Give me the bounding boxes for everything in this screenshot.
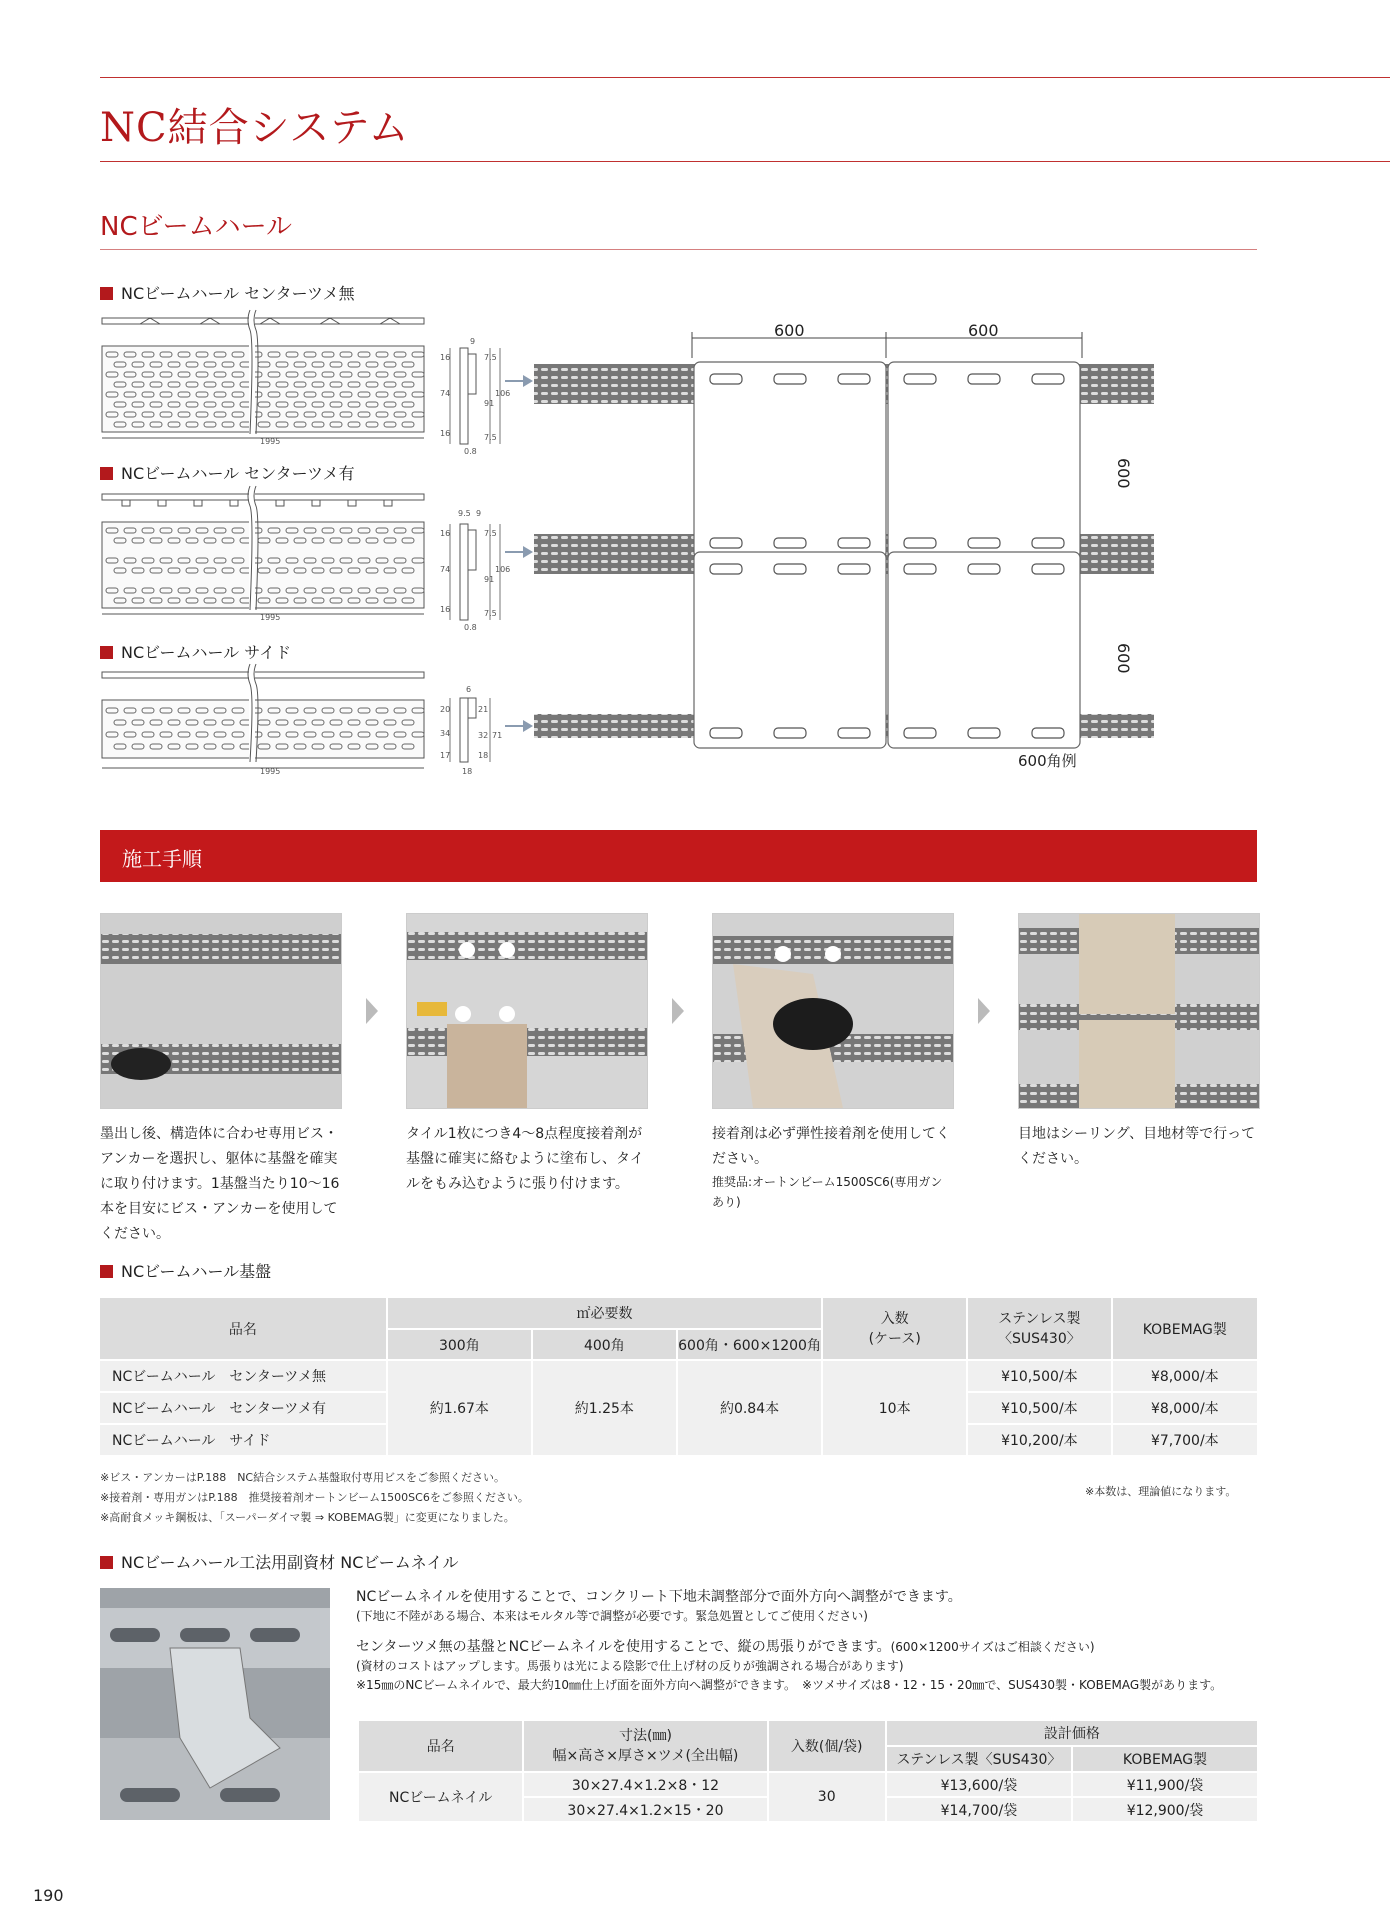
header-top-rule [100, 77, 1390, 78]
table-row: NCビームネイル 30×27.4×1.2×8・12 30 ¥13,600/袋 ¥11,900/袋 [358, 1772, 1258, 1797]
svg-text:600: 600 [1114, 458, 1133, 489]
bullet-square-icon [100, 1556, 113, 1569]
table-row: NCビームハール サイド ¥10,200/本 ¥7,700/本 [99, 1424, 1258, 1456]
nail-price-table: 品名 寸法(㎜) 幅×高さ×厚さ×ツメ(全出幅) 入数(個/袋) 設計価格 ステンレス製〈SUS430〉 KOBEMAG製 NCビームネイル 30×27.4×1.2×8・12 30 ¥13,600/袋 ¥11,900/袋 30×27.4×1.2×15・20 ¥14,700/袋 ¥12,900/袋 [357, 1719, 1259, 1823]
table-row: NCビームハール センターツメ有 ¥10,500/本 ¥8,000/本 [99, 1392, 1258, 1424]
svg-text:17: 17 [440, 751, 451, 760]
svg-text:600: 600 [774, 321, 805, 340]
diagram-label-c: NCビームハール サイド [100, 640, 291, 663]
svg-text:91: 91 [484, 399, 495, 408]
beam-diagram-c [100, 664, 520, 776]
beam-diagram-a [100, 310, 520, 456]
tile-layout-diagram [530, 318, 1170, 768]
svg-text:91: 91 [484, 575, 495, 584]
svg-text:20: 20 [440, 705, 451, 714]
svg-text:32: 32 [478, 731, 489, 740]
svg-text:7.5: 7.5 [484, 529, 497, 538]
step-photo-3 [712, 913, 954, 1109]
svg-text:6: 6 [466, 685, 472, 694]
header-bottom-rule [100, 161, 1390, 162]
length-label: 1995 [260, 437, 281, 446]
table-row: NCビームハール センターツメ無 約1.67本 約1.25本 約0.84本 10本 ¥10,500/本 ¥8,000/本 [99, 1360, 1258, 1392]
svg-text:34: 34 [440, 729, 451, 738]
procedure-heading: 施工手順 [122, 847, 202, 871]
svg-text:7.5: 7.5 [484, 353, 497, 362]
page-number: 190 [33, 1886, 64, 1905]
svg-text:21: 21 [478, 705, 489, 714]
arrow-right-icon [505, 719, 533, 733]
step-photo-4 [1018, 913, 1260, 1109]
svg-text:0.8: 0.8 [464, 447, 477, 456]
svg-text:16: 16 [440, 353, 451, 362]
svg-text:74: 74 [440, 389, 451, 398]
arrow-right-icon [505, 374, 533, 388]
bullet-square-icon [100, 646, 113, 659]
svg-text:0.8: 0.8 [464, 623, 477, 632]
svg-text:1995: 1995 [260, 613, 281, 622]
beam-diagram-b [100, 486, 520, 632]
svg-text:71: 71 [492, 731, 503, 740]
diagram-label-b: NCビームハール センターツメ有 [100, 461, 355, 484]
svg-text:74: 74 [440, 565, 451, 574]
chevron-right-icon [366, 998, 378, 1024]
step-photo-2 [406, 913, 648, 1109]
nail-description: NCビームネイルを使用することで、コンクリート下地未調整部分で面外方向へ調整ができます。 (下地に不陸がある場合、本来はモルタル等で調整が必要です。緊急処置としてご使用ください) センターツメ無の基盤とNCビームネイルを使用することで、縦の馬張りができます。(600×1200サイズはご相談ください) (資材のコストはアップします。馬張りは光による陰影で仕上げ材の反りが強調される場合があります) ※15㎜のNCビームネイルで、最大約10㎜仕上げ面を面外方向へ調整ができます。 ※ツメサイズは8・12・15・20㎜で、SUS430製・KOBEMAG製があります。 [356, 1589, 1223, 1692]
nail-photo [100, 1588, 330, 1820]
svg-text:9.5: 9.5 [458, 509, 471, 518]
svg-text:600: 600 [968, 321, 999, 340]
base-table-heading: NCビームハール基盤 [100, 1259, 271, 1282]
bullet-square-icon [100, 1265, 113, 1278]
layout-caption: 600角例 [1018, 752, 1077, 770]
svg-text:18: 18 [478, 751, 489, 760]
section-subtitle: NCビームハール [100, 212, 293, 242]
svg-text:7.5: 7.5 [484, 609, 497, 618]
base-table-right-note: ※本数は、理論値になります。 [1085, 1485, 1237, 1498]
bullet-square-icon [100, 467, 113, 480]
svg-text:16: 16 [440, 429, 451, 438]
chevron-right-icon [978, 998, 990, 1024]
chevron-right-icon [672, 998, 684, 1024]
page-title: NC結合システム [100, 105, 410, 151]
step-text-4: 目地はシーリング、目地材等で行ってください。 [1018, 1126, 1256, 1167]
step-text-1: 墨出し後、構造体に合わせ専用ビス・アンカーを選択し、躯体に基盤を確実に取り付けます。1基盤当たり10〜16本を目安にビス・アンカーを使用してください。 [100, 1126, 340, 1242]
svg-text:16: 16 [440, 529, 451, 538]
table-row: 30×27.4×1.2×15・20 ¥14,700/袋 ¥12,900/袋 [358, 1797, 1258, 1822]
nail-heading: NCビームハール工法用副資材 NCビームネイル [100, 1550, 458, 1573]
svg-text:9: 9 [470, 337, 476, 346]
step-photo-1 [100, 913, 342, 1109]
step-text-3: 接着剤は必ず弾性接着剤を使用してください。 推奨品:オートンビーム1500SC6(専用ガンあり) [712, 1122, 952, 1212]
svg-text:1995: 1995 [260, 767, 281, 776]
svg-text:18: 18 [462, 767, 473, 776]
base-price-table: 品名 ㎡必要数 入数 (ケース) ステンレス製 〈SUS430〉 KOBEMAG製 300角 400角 600角・600×1200角 NCビームハール センターツメ無 約1.67本 約1.25本 約0.84本 10本 ¥10,500/本 ¥8,000/本 NCビームハール センターツメ有 ¥10,500/本 ¥8,000/本 NCビームハール サイド ¥10,200/本 ¥7,700/本 [98, 1296, 1259, 1457]
diagram-label-a: NCビームハール センターツメ無 [100, 281, 355, 304]
base-table-notes: ※ビス・アンカーはP.188 NC結合システム基盤取付専用ビスをご参照ください。 ※接着剤・専用ガンはP.188 推奨接着剤オートンビーム1500SC6をご参照ください。 ※高耐食メッキ鋼板は、「スーパーダイマ製 ⇒ KOBEMAG製」に変更になりました。 [100, 1471, 529, 1524]
svg-text:7.5: 7.5 [484, 433, 497, 442]
svg-text:106: 106 [495, 565, 511, 574]
step-text-2: タイル1枚につき4〜8点程度接着剤が基盤に確実に絡むように塗布し、タイルをもみ込むように張り付けます。 [406, 1126, 644, 1192]
subtitle-rule [100, 249, 1257, 250]
bullet-square-icon [100, 287, 113, 300]
svg-text:16: 16 [440, 605, 451, 614]
svg-text:106: 106 [495, 389, 511, 398]
step-note-3: 推奨品:オートンビーム1500SC6(専用ガンあり) [712, 1175, 943, 1209]
svg-text:9: 9 [476, 509, 482, 518]
svg-text:600: 600 [1114, 643, 1133, 674]
arrow-right-icon [505, 545, 533, 559]
procedure-heading-band [100, 830, 1257, 882]
